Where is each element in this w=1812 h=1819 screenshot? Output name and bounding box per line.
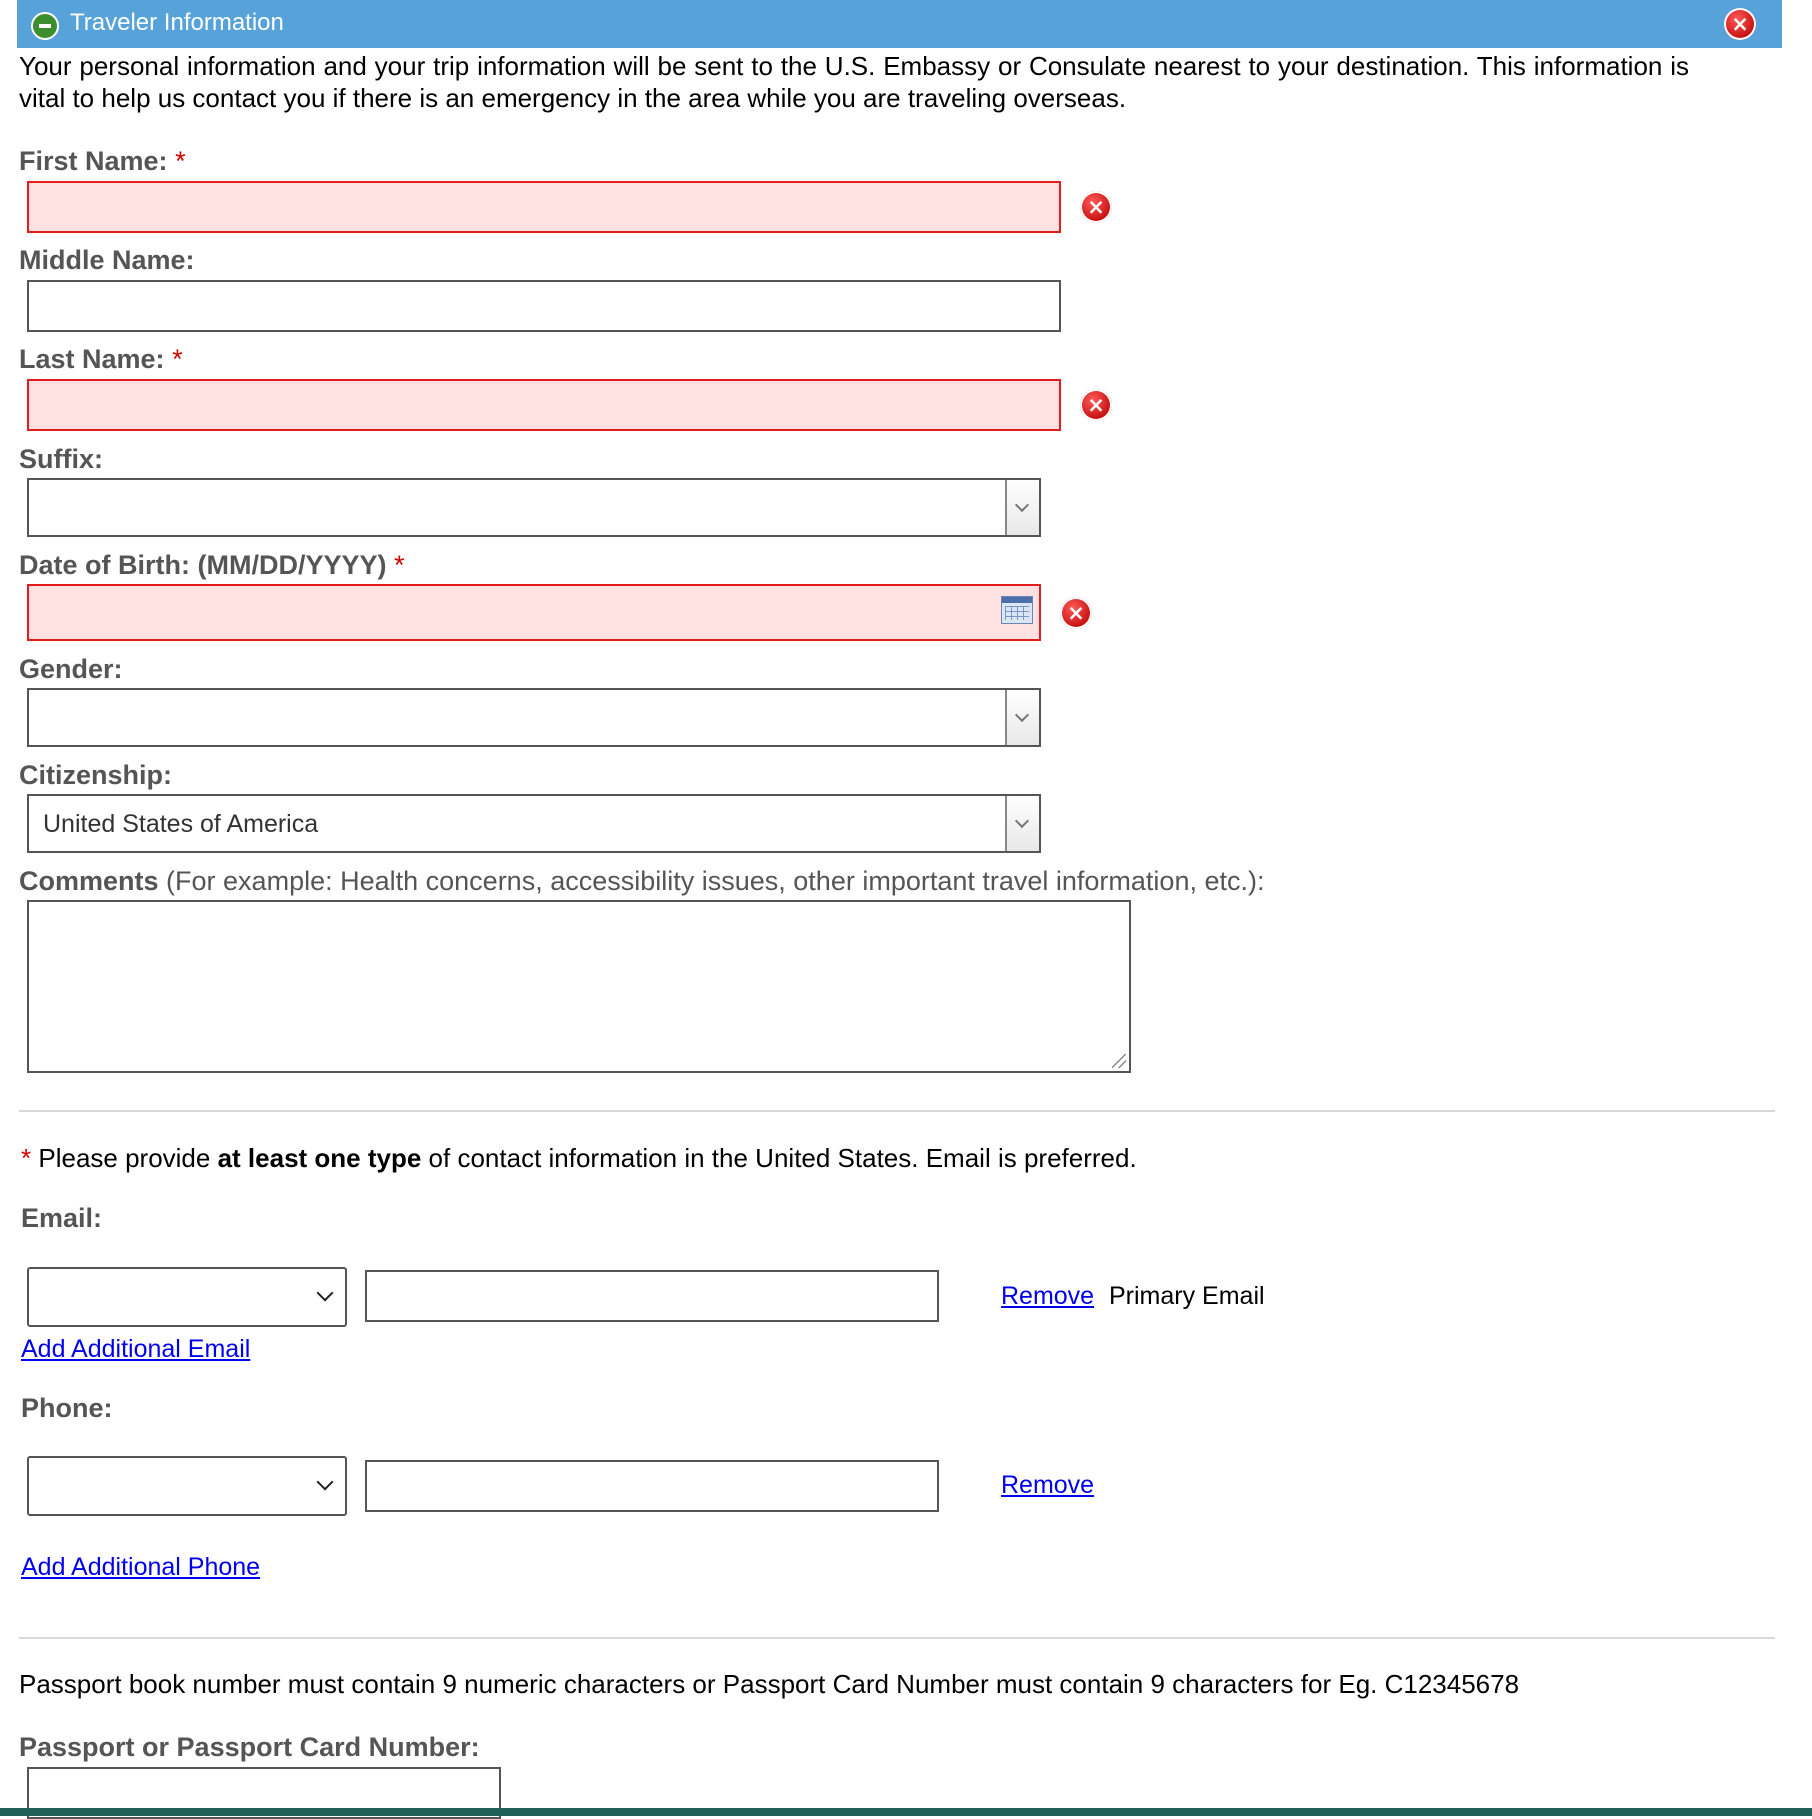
last-name-label: Last Name: * — [19, 344, 183, 374]
citizenship-label: Citizenship: — [19, 760, 172, 790]
phone-type-select[interactable] — [27, 1456, 347, 1516]
required-marker: * — [175, 146, 186, 176]
calendar-icon[interactable] — [1001, 596, 1033, 624]
primary-email-label: Primary Email — [1109, 1282, 1265, 1310]
add-email-link[interactable]: Add Additional Email — [21, 1335, 251, 1363]
passport-label: Passport or Passport Card Number: — [19, 1732, 480, 1762]
intro-text: Your personal information and your trip information will be sent to the U.S. Embassy or Consulate nearest to your destination. This information is vital to help us contact you if there is an emergency in the area while you are traveling overseas. — [19, 51, 1689, 113]
close-icon[interactable]: × — [1724, 8, 1756, 40]
first-name-label: First Name: * — [19, 146, 186, 176]
section-header — [17, 0, 1782, 48]
dob-error-icon: × — [1060, 597, 1092, 629]
last-name-error-icon: × — [1080, 389, 1112, 421]
bottom-bar — [0, 1808, 1812, 1816]
chevron-down-icon — [317, 1285, 334, 1302]
suffix-label: Suffix: — [19, 444, 103, 474]
gender-label: Gender: — [19, 654, 123, 684]
comments-hint: (For example: Health concerns, accessibility issues, other important travel information, etc.): — [166, 866, 1265, 896]
email-input[interactable] — [365, 1270, 939, 1322]
divider — [19, 1637, 1775, 1639]
chevron-down-icon[interactable] — [1005, 480, 1039, 535]
remove-phone-link[interactable]: Remove — [1001, 1471, 1095, 1499]
resize-grip-icon[interactable] — [1112, 1054, 1126, 1068]
email-label: Email: — [21, 1203, 103, 1233]
chevron-down-icon — [317, 1474, 334, 1491]
comments-textarea[interactable] — [27, 900, 1131, 1073]
passport-note: Passport book number must contain 9 numeric characters or Passport Card Number must contain 9 characters for Eg. C12345678 — [19, 1669, 1520, 1699]
chevron-down-icon[interactable] — [1005, 796, 1039, 851]
citizenship-select[interactable] — [27, 794, 1041, 853]
divider — [19, 1110, 1775, 1112]
last-name-input[interactable] — [27, 379, 1061, 431]
suffix-select[interactable] — [27, 478, 1041, 537]
section-title: Traveler Information — [70, 9, 284, 36]
middle-name-label: Middle Name: — [19, 245, 195, 275]
required-marker: * — [21, 1143, 32, 1173]
dob-input[interactable] — [27, 584, 1041, 641]
gender-select[interactable] — [27, 688, 1041, 747]
collapse-icon[interactable] — [31, 12, 59, 40]
contact-note: * Please provide at least one type of contact information in the United States. Email is preferred. — [21, 1143, 1137, 1173]
first-name-input[interactable] — [27, 181, 1061, 233]
first-name-error-icon: × — [1080, 191, 1112, 223]
required-marker: * — [172, 344, 183, 374]
phone-label: Phone: — [21, 1393, 113, 1423]
middle-name-input[interactable] — [27, 280, 1061, 332]
comments-label: Comments (For example: Health concerns, accessibility issues, other important travel information, etc.): — [19, 866, 1265, 896]
add-phone-link[interactable]: Add Additional Phone — [21, 1553, 261, 1581]
email-type-select[interactable] — [27, 1267, 347, 1327]
citizenship-value: United States of America — [43, 810, 319, 838]
remove-email-link[interactable]: Remove — [1001, 1282, 1095, 1310]
required-marker: * — [394, 550, 405, 580]
chevron-down-icon[interactable] — [1005, 690, 1039, 745]
dob-label: Date of Birth: (MM/DD/YYYY) * — [19, 550, 405, 580]
phone-input[interactable] — [365, 1460, 939, 1512]
